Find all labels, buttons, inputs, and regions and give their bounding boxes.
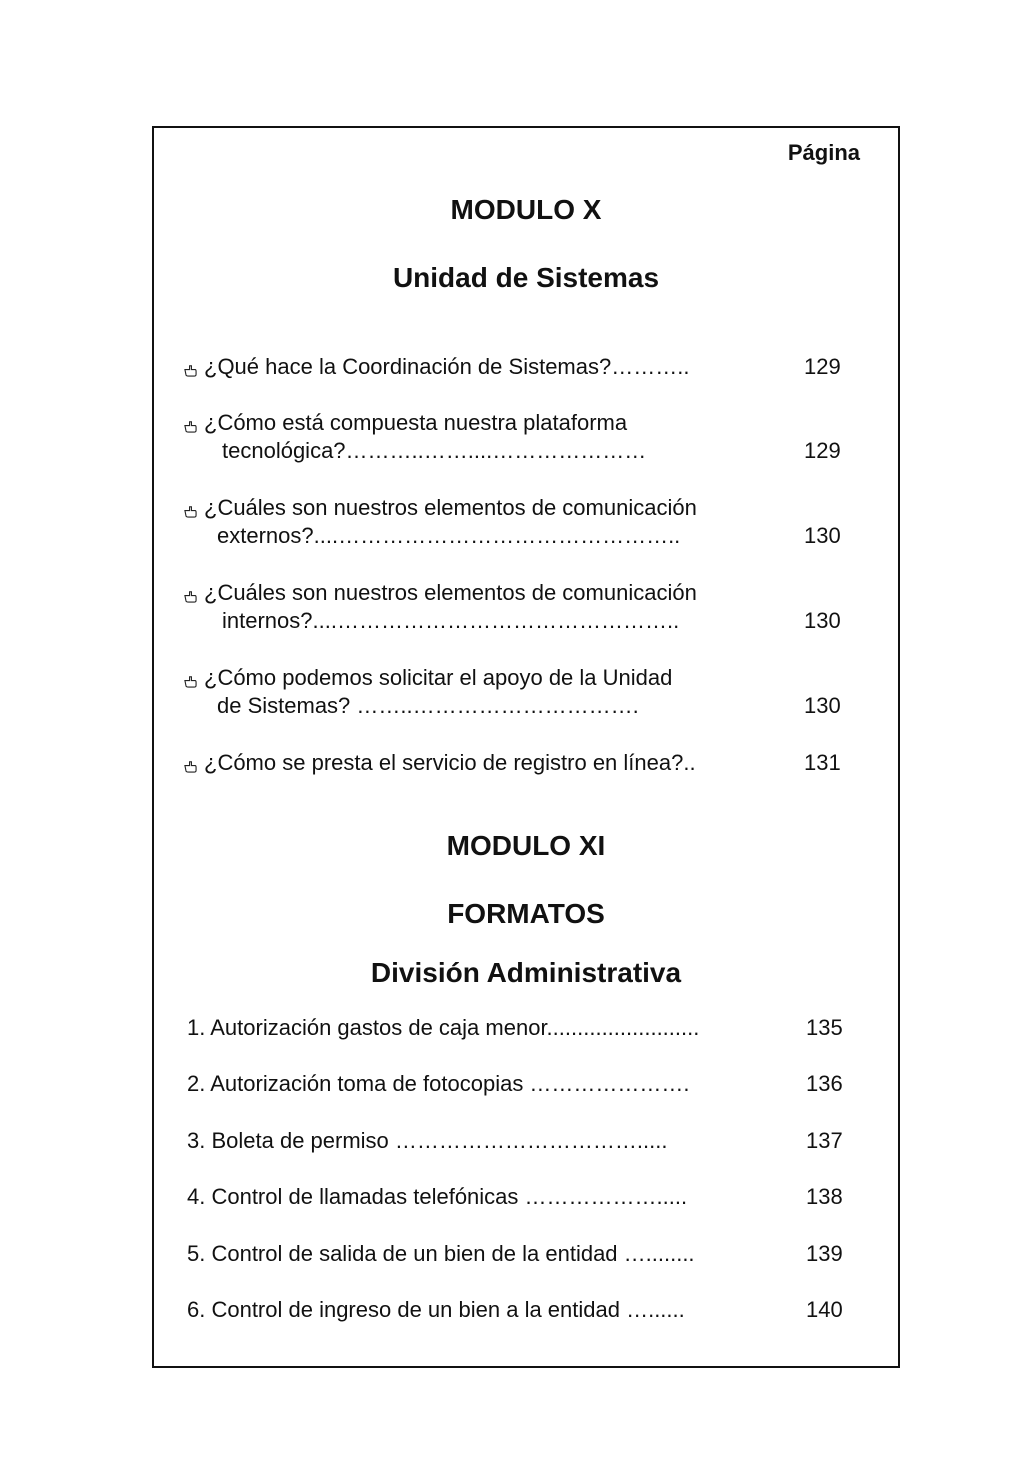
page-column-header: Página (787, 140, 860, 165)
pointing-hand-icon (184, 505, 197, 518)
pointing-hand-icon (184, 364, 197, 377)
entry-page-number: 131 (804, 750, 841, 775)
module-xi-title: MODULO XI (446, 830, 606, 861)
entry-line: ¿Cuáles son nuestros elementos de comunicación (204, 495, 697, 520)
entry-page-number: 139 (806, 1241, 843, 1266)
entry-page-number: 136 (806, 1071, 843, 1096)
entry-line: ¿Cuáles son nuestros elementos de comunicación (204, 580, 697, 605)
form-entry-text: 4. Control de llamadas telefónicas ………………..... (187, 1184, 688, 1209)
entry-page-number: 137 (806, 1128, 843, 1153)
pointing-hand-icon (184, 590, 197, 603)
entry-page-number: 130 (804, 693, 841, 718)
pointing-hand-icon (184, 675, 197, 688)
entry-page-number: 140 (806, 1297, 843, 1322)
entry-page-number: 135 (806, 1015, 843, 1040)
pointing-hand-icon (184, 760, 197, 773)
module-x-subtitle: Unidad de Sistemas (392, 262, 660, 293)
entry-page-number: 129 (804, 438, 841, 463)
entry-line: ¿Cómo está compuesta nuestra plataforma (204, 410, 628, 435)
entry-line-continued: tecnológica?………..……....………………… (222, 438, 647, 463)
form-entry-text: 1. Autorización gastos de caja menor......................... (187, 1015, 700, 1040)
entry-page-number: 129 (804, 354, 841, 379)
form-entry-text: 3. Boleta de permiso ……………………………..... (187, 1128, 668, 1153)
module-x-title: MODULO X (450, 194, 602, 225)
entry-line: ¿Qué hace la Coordinación de Sistemas?……….. (204, 354, 690, 379)
entry-line-continued: de Sistemas? ……..…………………………. (217, 693, 639, 718)
entry-line: ¿Cómo se presta el servicio de registro en línea?.. (204, 750, 696, 775)
module-xi-section-heading: División Administrativa (370, 957, 682, 988)
entry-page-number: 130 (804, 608, 841, 633)
entry-line-continued: externos?....……………………………………….. (217, 523, 681, 548)
pointing-hand-icon (184, 420, 197, 433)
form-entry-text: 6. Control de ingreso de un bien a la entidad …...... (187, 1297, 685, 1322)
form-entry-text: 2. Autorización toma de fotocopias …………………. (187, 1071, 690, 1096)
entry-page-number: 138 (806, 1184, 843, 1209)
entry-line-continued: internos?....……………………………………….. (222, 608, 680, 633)
table-of-contents-frame (152, 126, 900, 1368)
form-entry-text: 5. Control de salida de un bien de la entidad …........ (187, 1241, 695, 1266)
entry-page-number: 130 (804, 523, 841, 548)
module-xi-subtitle: FORMATOS (447, 898, 605, 929)
entry-line: ¿Cómo podemos solicitar el apoyo de la Unidad (204, 665, 673, 690)
